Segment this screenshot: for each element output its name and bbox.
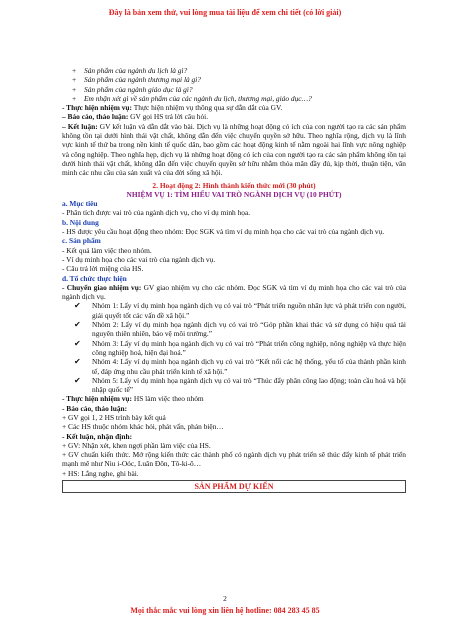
check-mark-icon: ✔ bbox=[74, 320, 81, 330]
section-b-heading: b. Nội dung bbox=[62, 217, 99, 227]
label: - Thực hiện nhiệm vụ: bbox=[62, 394, 133, 404]
report-heading: - Báo cáo, thảo luận: bbox=[62, 403, 128, 413]
group-item bbox=[62, 376, 406, 395]
report-line: + Các HS thuộc nhóm khác hỏi, phát vấn, phản biện… bbox=[62, 422, 224, 432]
expected-product-box: SẢN PHẨM DỰ KIẾN bbox=[62, 480, 406, 493]
check-mark-icon: ✔ bbox=[74, 301, 81, 311]
group-text: Nhóm 1: Lấy ví dụ minh họa ngành dịch vụ có vai trò “Phát triển nguồn nhân lực và phát triển con người, giải quyết tốt các vấn đề xã hội.” bbox=[92, 301, 406, 320]
hotline-footer: Mọi thắc mắc vui lòng xin liên hệ hotline: 084 283 45 85 bbox=[130, 606, 320, 615]
conclusion-line: + HS: Lắng nghe, ghi bài. bbox=[62, 468, 139, 478]
label: - Thực hiện nhiệm vụ: bbox=[62, 103, 133, 113]
report-line: + GV gọi 1, 2 HS trình bày kết quả bbox=[62, 412, 166, 422]
question-item: + Sản phẩm của ngành thương mại là gì? bbox=[72, 75, 406, 84]
group-item bbox=[62, 320, 406, 339]
task-title: NHIỆM VỤ 1: TÌM HIỂU VAI TRÒ NGÀNH DỊCH VỤ (10 PHÚT) bbox=[126, 189, 342, 199]
check-mark-icon: ✔ bbox=[74, 375, 81, 385]
text: GV gọi HS trả lời câu hỏi. bbox=[128, 112, 209, 122]
paragraph-conclusion bbox=[62, 122, 406, 178]
text: HS làm việc theo nhóm bbox=[132, 394, 204, 404]
group-list bbox=[62, 301, 406, 394]
section-c-line: - Kết quả làm việc theo nhóm. bbox=[62, 245, 152, 255]
preview-header: Đây là bản xem thử, vui lòng mua tài liệu để xem chi tiết (có lời giải) bbox=[108, 8, 342, 17]
paragraph-execute bbox=[62, 103, 406, 112]
group-text: Nhóm 3: Lấy ví dụ minh họa ngành dịch vụ có vai trò “Phát triển công nghiệp, nông nghiệp và thực hiện công nghiệp hoá, hiện đại hoá.” bbox=[92, 338, 406, 357]
section-c-heading: c. Sản phẩm bbox=[62, 236, 101, 246]
text: GV giao nhiệm vụ cho các nhóm. Đọc SGK và tìm ví dụ minh họa cho các vai trò của ngành dịch vụ. bbox=[62, 282, 406, 302]
section-b-text: - HS được yêu cầu hoạt động theo nhóm: Đọc SGK và tìm ví dụ minh họa cho các vai trò của ngành dịch vụ. bbox=[62, 227, 385, 237]
group-item bbox=[62, 301, 406, 320]
section-d-heading: d. Tổ chức thực hiện bbox=[62, 273, 127, 283]
section-a-heading: a. Mục tiêu bbox=[62, 199, 98, 209]
label: – Báo cáo, thảo luận: bbox=[62, 112, 129, 122]
group-item bbox=[62, 339, 406, 358]
label: – Kết luận: bbox=[62, 121, 98, 131]
section-c-line: - Câu trả lời miệng của HS. bbox=[62, 264, 144, 274]
activity-title: 2. Hoạt động 2: Hình thành kiến thức mới (30 phút) bbox=[152, 180, 316, 190]
check-mark-icon: ✔ bbox=[74, 338, 81, 348]
group-item bbox=[62, 357, 406, 376]
text: Thực hiện nhiệm vụ thông qua sự dẫn dắt của GV. bbox=[132, 103, 283, 113]
section-c-line: - Ví dụ minh họa cho các vai trò của ngành dịch vụ. bbox=[62, 254, 216, 264]
question-item: + Sản phẩm của ngành du lịch là gì? bbox=[72, 66, 406, 75]
conclusion-line: + GV chuẩn kiến thức. Mở rộng kiến thức các thành phố có ngành dịch vụ phát triển sẽ thúc đẩy kinh tế phát triển mạnh mẽ như Niu i-Oóc, Luân Đôn, Tô-ki-ô… bbox=[62, 450, 406, 469]
question-item: + Em nhận xét gì về sản phẩm của các ngành du lịch, thương mại, giáo dục…? bbox=[72, 94, 406, 103]
execute-task-paragraph bbox=[62, 394, 406, 403]
question-list bbox=[72, 66, 406, 103]
conclusion-line: + GV: Nhận xét, khen ngợi phần làm việc của HS. bbox=[62, 440, 211, 450]
group-text: Nhóm 4: Lấy ví dụ minh họa ngành dịch vụ có vai trò “Kết nối các hệ thống, yếu tố của thành phần kinh tế, đáp ứng nhu cầu phát triển kinh tế xã hội.” bbox=[92, 357, 406, 376]
group-text: Nhóm 2: Lấy ví dụ minh họa ngành dịch vụ có vai trò “Góp phần khai thác và sử dụng có hiệu quả tài nguyên thiên nhiên, bảo vệ môi trường.” bbox=[92, 320, 406, 339]
text: GV kết luận và dẫn dắt vào bài. Dịch vụ là những hoạt động có ích của con người tạo ra các sản phẩm không tồn tại dưới hình thái vật chất, không dẫn đến việc chuyển quyền sở hữu. Theo nghĩa rộng, dịch vụ là lĩnh vực kinh tế thứ ba trong nền kinh tế quốc dân, bao gồm các hoạt động kinh tế nằm ngoài hai lĩnh vực nông nghiệp và công nghiệp. Theo nghĩa hẹp, dịch vụ là những hoạt động có ích của con người tạo ra các sản phẩm không tồn tại dưới hình thái vật chất, không dẫn đến việc chuyển quyền sở hữu nhằm thỏa mãn đầy đủ, kịp thời, thuận tiện, văn minh các nhu cầu của sản xuất và của đời sống xã hội. bbox=[62, 121, 406, 178]
page-number: 2 bbox=[223, 594, 227, 603]
section-a-text: - Phân tích được vai trò của ngành dịch vụ, cho ví dụ minh họa. bbox=[62, 208, 251, 218]
question-item: + Sản phẩm của ngành giáo dục là gì? bbox=[72, 85, 406, 94]
conclusion-heading: - Kết luận, nhận định: bbox=[62, 431, 133, 441]
assign-task-paragraph bbox=[62, 283, 406, 302]
document-body bbox=[62, 66, 406, 493]
label: - Chuyển giao nhiệm vụ: bbox=[62, 282, 142, 292]
group-text: Nhóm 5: Lấy ví dụ minh họa ngành dịch vụ có vai trò “Thúc đẩy phân công lao động; toàn cầu hoá và hội nhập quốc tế” bbox=[92, 375, 406, 395]
paragraph-report bbox=[62, 112, 406, 121]
check-mark-icon: ✔ bbox=[74, 357, 81, 367]
